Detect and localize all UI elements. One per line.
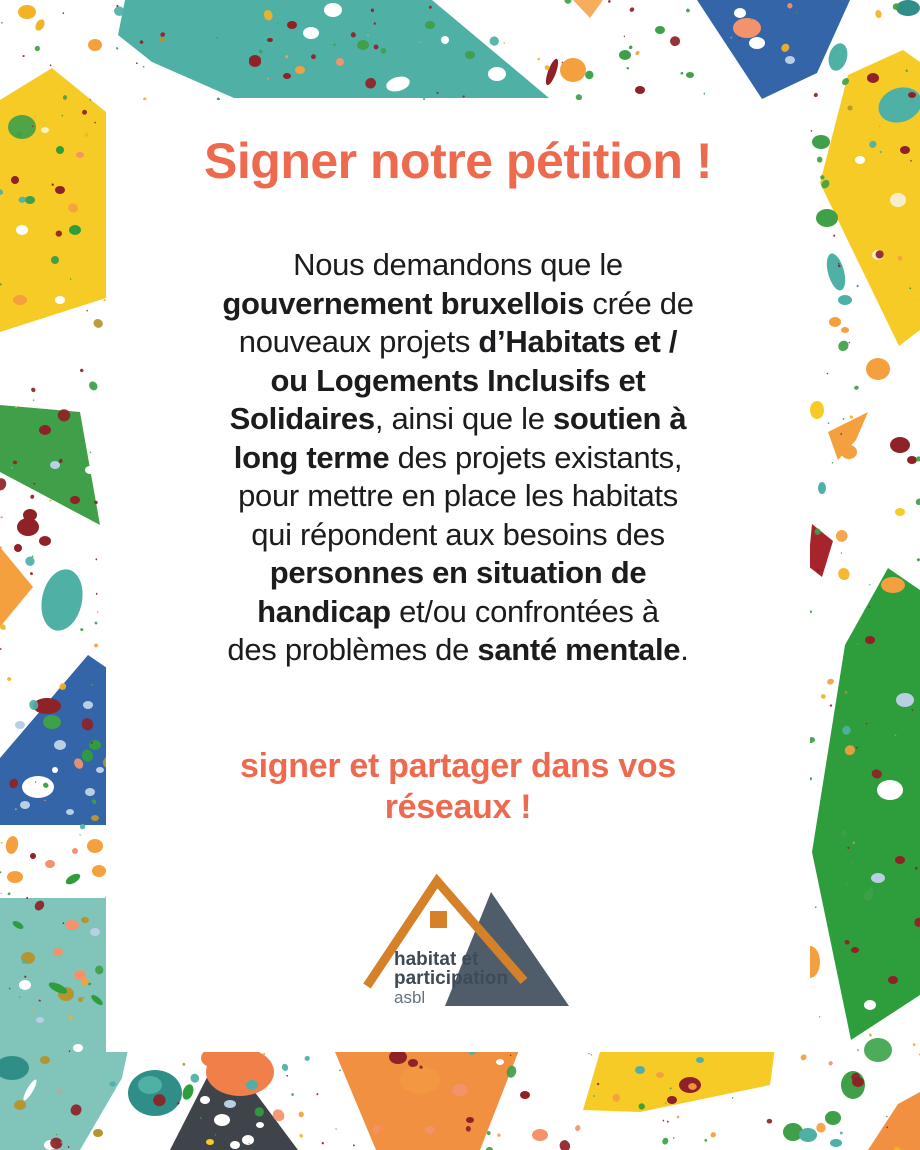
petition-title: Signer notre pétition ! (204, 133, 712, 189)
body-line: personnes en situation de (269, 555, 647, 590)
habitat-participation-logo (362, 873, 574, 1015)
body-line: handicap et/ou confrontées à (257, 593, 659, 629)
body-line: Solidaires, ainsi que le soutien à (229, 401, 687, 436)
cta-line-1: signer et partager dans vos (240, 747, 676, 785)
body-line: ou Logements Inclusifs et (270, 362, 646, 398)
body-line: gouvernement bruxellois crée de (222, 285, 694, 321)
cta-line-2: réseaux ! (384, 788, 532, 826)
petition-body (114, 246, 802, 670)
cta-text (106, 746, 810, 828)
body-line: des problèmes de santé mentale. (227, 632, 689, 667)
body-line: nouveaux projets d’Habitats et / (238, 324, 678, 359)
body-line: Nous demandons que le (293, 247, 623, 282)
body-line: long terme des projets existants, (233, 439, 683, 475)
logo-name-line2: participation (394, 968, 509, 989)
body-line: pour mettre en place les habitats (238, 478, 678, 513)
logo-asbl-label: asbl (394, 988, 426, 1007)
petition-card (106, 100, 810, 1052)
body-line: qui répondent aux besoins des (251, 516, 665, 552)
logo-name-line1: habitat et (394, 949, 479, 970)
